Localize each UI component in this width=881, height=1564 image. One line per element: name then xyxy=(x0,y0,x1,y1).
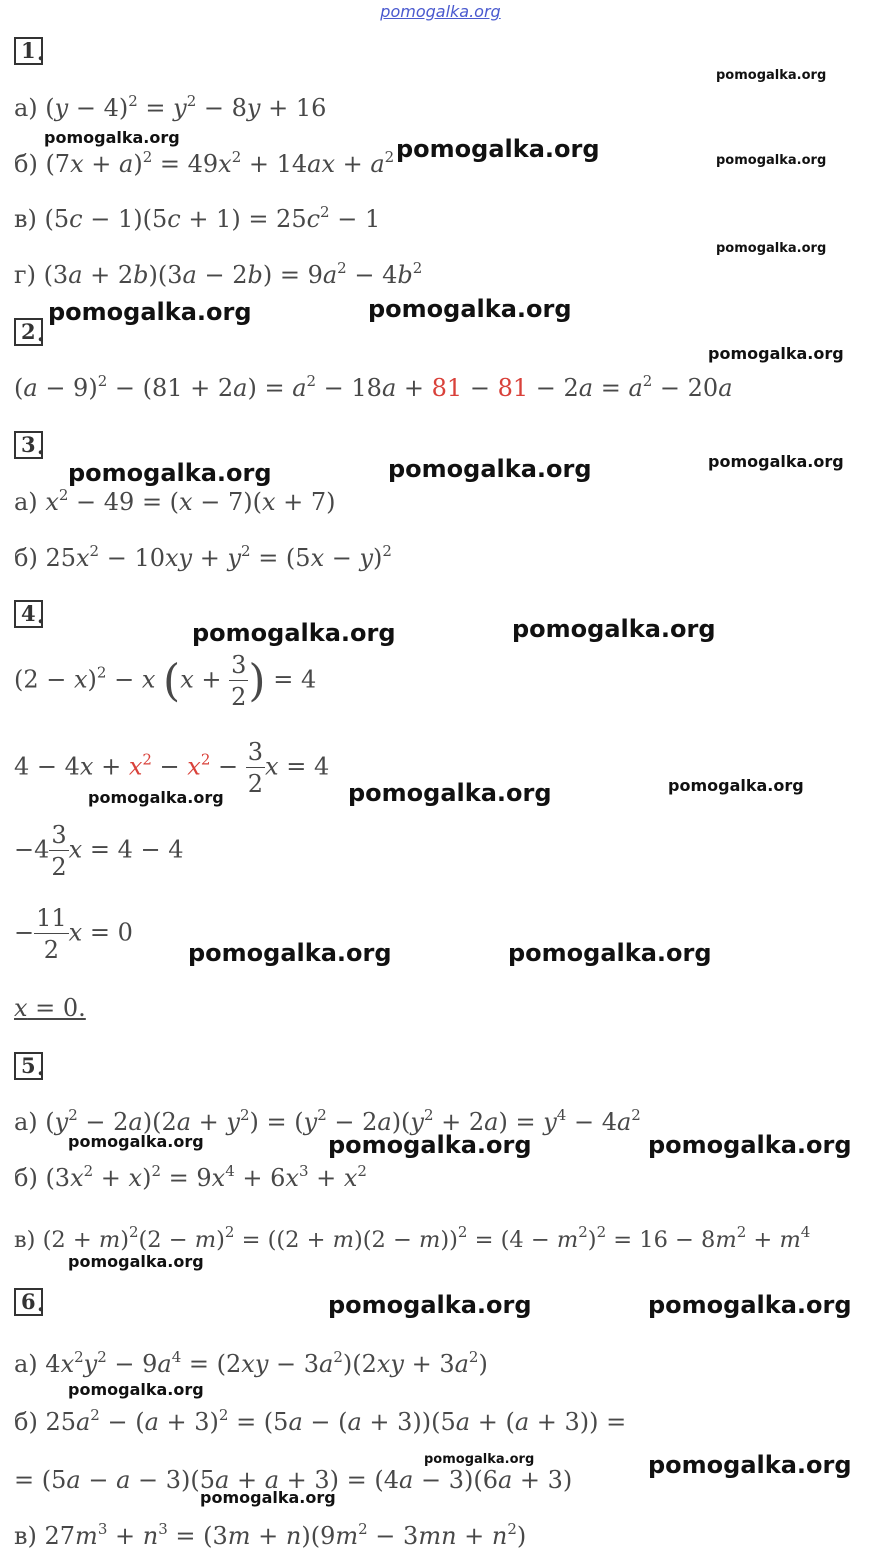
p4-answer: x = 0. xyxy=(14,994,86,1022)
watermark: pomogalka.org xyxy=(388,455,592,483)
watermark: pomogalka.org xyxy=(368,295,572,323)
p4-line1: $(2 - x)^2 - x$ (x + $\frac{3}{2}$ ) = 4 xyxy=(14,651,317,711)
p3-a-equation: а) $x^2 - 49 = (x - 7)(x + 7)$ xyxy=(14,486,336,516)
p5-v-equation: в) $(2 + m)^2(2 - m)^2 = ((2 + m)(2 - m))^2 = (4 - m^2)^2 = 16 - 8m^2 + m^4$ xyxy=(14,1223,811,1253)
problem-2-number: 2 xyxy=(14,318,43,346)
watermark: pomogalka.org xyxy=(708,452,844,471)
problem-5-dot: . xyxy=(37,1055,45,1080)
watermark: pomogalka.org xyxy=(44,128,180,147)
watermark: pomogalka.org xyxy=(68,1132,204,1151)
watermark: pomogalka.org xyxy=(508,939,712,967)
p2-equation: $(a - 9)^2 - (81 + 2a) = a^2 - 18a + 81 - 81 - 2a = a^2 - 20a$ xyxy=(14,372,733,402)
watermark: pomogalka.org xyxy=(328,1131,532,1159)
watermark: pomogalka.org xyxy=(48,298,252,326)
watermark: pomogalka.org xyxy=(328,1291,532,1319)
watermark: pomogalka.org xyxy=(348,779,552,807)
watermark: pomogalka.org xyxy=(716,241,827,256)
problem-2-dot: . xyxy=(37,321,45,346)
p1-g-equation: г) $(3a + 2b)(3a - 2b) = 9a^2 - 4b^2$ xyxy=(14,259,423,289)
p4-line2: $4 - 4x + x^2 - x^2$ − $\frac{3}{2}$ x = 4 xyxy=(14,738,330,798)
p1-a-equation: а) $(y - 4)^2 = y^2 - 8y + 16$ xyxy=(14,92,327,122)
watermark: pomogalka.org xyxy=(716,153,827,168)
p5-b-equation: б) $(3x^2 + x)^2 = 9x^4 + 6x^3 + x^2$ xyxy=(14,1162,367,1192)
problem-5-number: 5 xyxy=(14,1052,43,1080)
problem-1-number: 1 xyxy=(14,37,43,65)
problem-1-dot: . xyxy=(37,40,45,65)
p5-a-equation: а) $(y^2 - 2a)(2a + y^2) = (y^2 - 2a)(y^2 + 2a) = y^4 - 4a^2$ xyxy=(14,1106,641,1136)
p6-b-equation-line2: = (5a − a − 3)(5a + a + 3) = (4a − 3)(6a + 3) xyxy=(14,1466,573,1494)
p6-a-equation: а) $4x^2y^2 - 9a^4 = (2xy - 3a^2)(2xy + 3a^2)$ xyxy=(14,1348,488,1378)
watermark: pomogalka.org xyxy=(648,1291,852,1319)
watermark: pomogalka.org xyxy=(68,1380,204,1399)
p1-b-equation: б) $(7x + a)^2 = 49x^2 + 14ax + a^2$ xyxy=(14,148,395,178)
problem-4-dot: . xyxy=(37,603,45,628)
label-g: г) xyxy=(14,261,36,289)
label-v: в) xyxy=(14,205,37,233)
watermark: pomogalka.org xyxy=(68,1252,204,1271)
watermark: pomogalka.org xyxy=(648,1451,852,1479)
watermark: pomogalka.org xyxy=(424,1452,535,1467)
problem-3-dot: . xyxy=(37,434,45,459)
p4-line4: − $\frac{11}{2}$ x = 0 xyxy=(14,904,133,964)
p1-v-equation: в) $(5c - 1)(5c + 1) = 25c^2 - 1$ xyxy=(14,203,381,233)
watermark: pomogalka.org xyxy=(708,344,844,363)
label-b: б) xyxy=(14,150,38,178)
problem-6-dot: . xyxy=(37,1291,45,1316)
watermark: pomogalka.org xyxy=(668,776,804,795)
p3-b-equation: б) $25x^2 - 10xy + y^2 = (5x - y)^2$ xyxy=(14,542,392,572)
watermark: pomogalka.org xyxy=(68,459,272,487)
watermark: pomogalka.org xyxy=(648,1131,852,1159)
problem-4-number: 4 xyxy=(14,600,43,628)
watermark: pomogalka.org xyxy=(396,135,600,163)
label-a: а) xyxy=(14,94,38,122)
problem-6-number: 6 xyxy=(14,1288,43,1316)
p6-v-equation: в) $27m^3 + n^3 = (3m + n)(9m^2 - 3mn + n^2)$ xyxy=(14,1520,527,1550)
watermark: pomogalka.org xyxy=(512,615,716,643)
watermark: pomogalka.org xyxy=(192,619,396,647)
p6-b-equation-line1: б) $25a^2 - (a + 3)^2 = (5a - (a + 3))(5a + (a + 3))$ = xyxy=(14,1406,627,1436)
watermark: pomogalka.org xyxy=(188,939,392,967)
watermark: pomogalka.org xyxy=(716,68,827,83)
watermark: pomogalka.org xyxy=(88,788,224,807)
top-watermark[interactable]: pomogalka.org xyxy=(380,2,501,21)
watermark: pomogalka.org xyxy=(200,1488,336,1507)
problem-3-number: 3 xyxy=(14,431,43,459)
p4-line3: −4 $\frac{3}{2}$ x = 4 − 4 xyxy=(14,821,184,881)
